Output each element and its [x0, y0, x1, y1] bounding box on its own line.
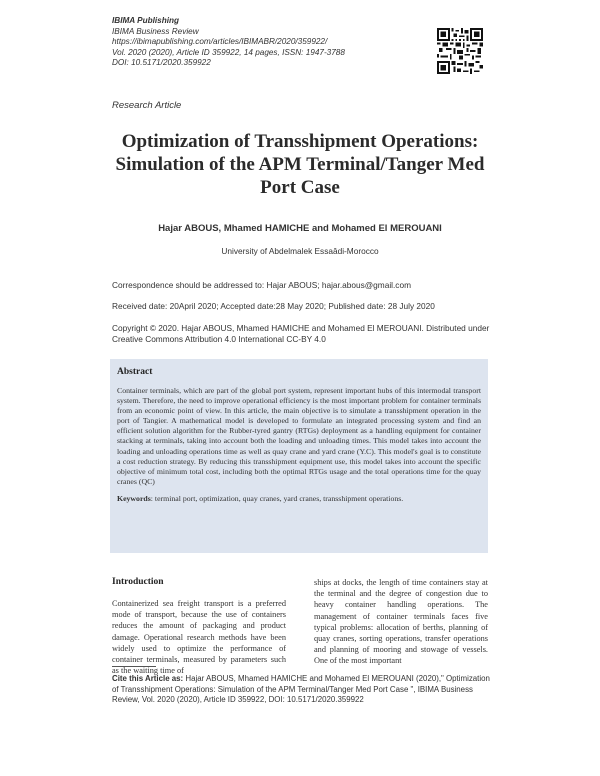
journal-header — [112, 16, 345, 69]
copyright-notice: Copyright © 2020. Hajar ABOUS, Mhamed HAMICHE and Mohamed El MEROUANI. Distributed under Creative Commons Attribution 4.0 International CC-BY 4.0 — [112, 323, 490, 344]
abstract-text: Container terminals, which are part of the global port system, represent important hubs of this intermodal transport system. Therefore, the need to improve operational efficiency is the most important problem for container terminals from an economic point of view. In this article, the main objective is to simulate a transshipment operation in the port of Tangier. A mathematical model is developed to formulate an integrated processing system and find an efficient solution algorithm for the Rubber-tyred gantry (RTGs) deployment as a handling equipment for container stacking at terminals, taking into account both the loading and unloading times. This model takes into account the loading and unloading operations time as well as quay crane and yard crane (Y.C). This model's goal is to constitute a cost reduction strategy. By reducing this transshipment equipment use, this model takes into account the specific objective of minimum total cost, including both the optimal RTGs usage and the total operations time for the quay cranes (QC) — [117, 386, 481, 486]
article-url[interactable]: https://ibimapublishing.com/articles/IBIMABR/2020/359922/ — [112, 37, 328, 47]
footnote-divider — [112, 666, 156, 667]
article-title: Optimization of Transshipment Operations: Simulation of the APM Terminal/Tanger Med Port Case — [115, 131, 485, 198]
introduction-column-2: ships at docks, the length of time containers stay at the terminal and the degree of congestion due to heavy container handling operations. The management of container terminals faces five typical problems: allocation of berths, planning of quay cranes, sorting operations, transfer operations and planning of mooring and stowage of vessels. One of the most important — [314, 578, 488, 666]
author-list: Hajar ABOUS, Mhamed HAMICHE and Mohamed El MEROUANI — [158, 223, 442, 234]
abstract-heading: Abstract — [117, 367, 153, 377]
introduction-column-1: Containerized sea freight transport is a preferred mode of transport, because the use of containers reduces the amount of packaging and product damage. Operational research methods have been widely used to optimize the performance of container terminals, measured by parameters such as the waiting time of — [112, 599, 286, 676]
keywords-list: : terminal port, optimization, quay cranes, yard cranes, transshipment operations. — [150, 493, 404, 503]
citation-label: Cite this Article as: — [112, 674, 184, 683]
doi-line: DOI: 10.5171/2020.359922 — [112, 58, 211, 68]
journal-name: IBIMA Business Review — [112, 26, 199, 36]
keywords-label: Keywords — [117, 493, 151, 503]
correspondence: Correspondence should be addressed to: Hajar ABOUS; hajar.abous@gmail.com — [112, 280, 411, 290]
publisher-name: IBIMA Publishing — [112, 16, 180, 25]
abstract-box — [110, 359, 488, 553]
introduction-heading: Introduction — [112, 577, 164, 587]
volume-line: Vol. 2020 (2020), Article ID 359922, 14 pages, ISSN: 1947-3788 — [112, 47, 345, 57]
citation-block — [112, 674, 492, 706]
qr-code-icon — [437, 28, 483, 74]
citation-text: Hajar ABOUS, Mhamed HAMICHE and Mohamed El MEROUANI (2020)," Optimization of Transshipment Operations: Simulation of the APM Terminal/Tanger Med Port Case ", IBIMA Business Review, Vol. 2020 (2020), Article ID 359922, DOI: 10.5171/2020.359922 — [112, 674, 490, 705]
publication-dates: Received date: 20April 2020; Accepted date:28 May 2020; Published date: 28 July 2020 — [112, 301, 435, 311]
keywords — [117, 494, 481, 504]
article-type: Research Article — [112, 100, 182, 111]
affiliation: University of Abdelmalek Essaâdi-Morocco — [221, 246, 379, 256]
